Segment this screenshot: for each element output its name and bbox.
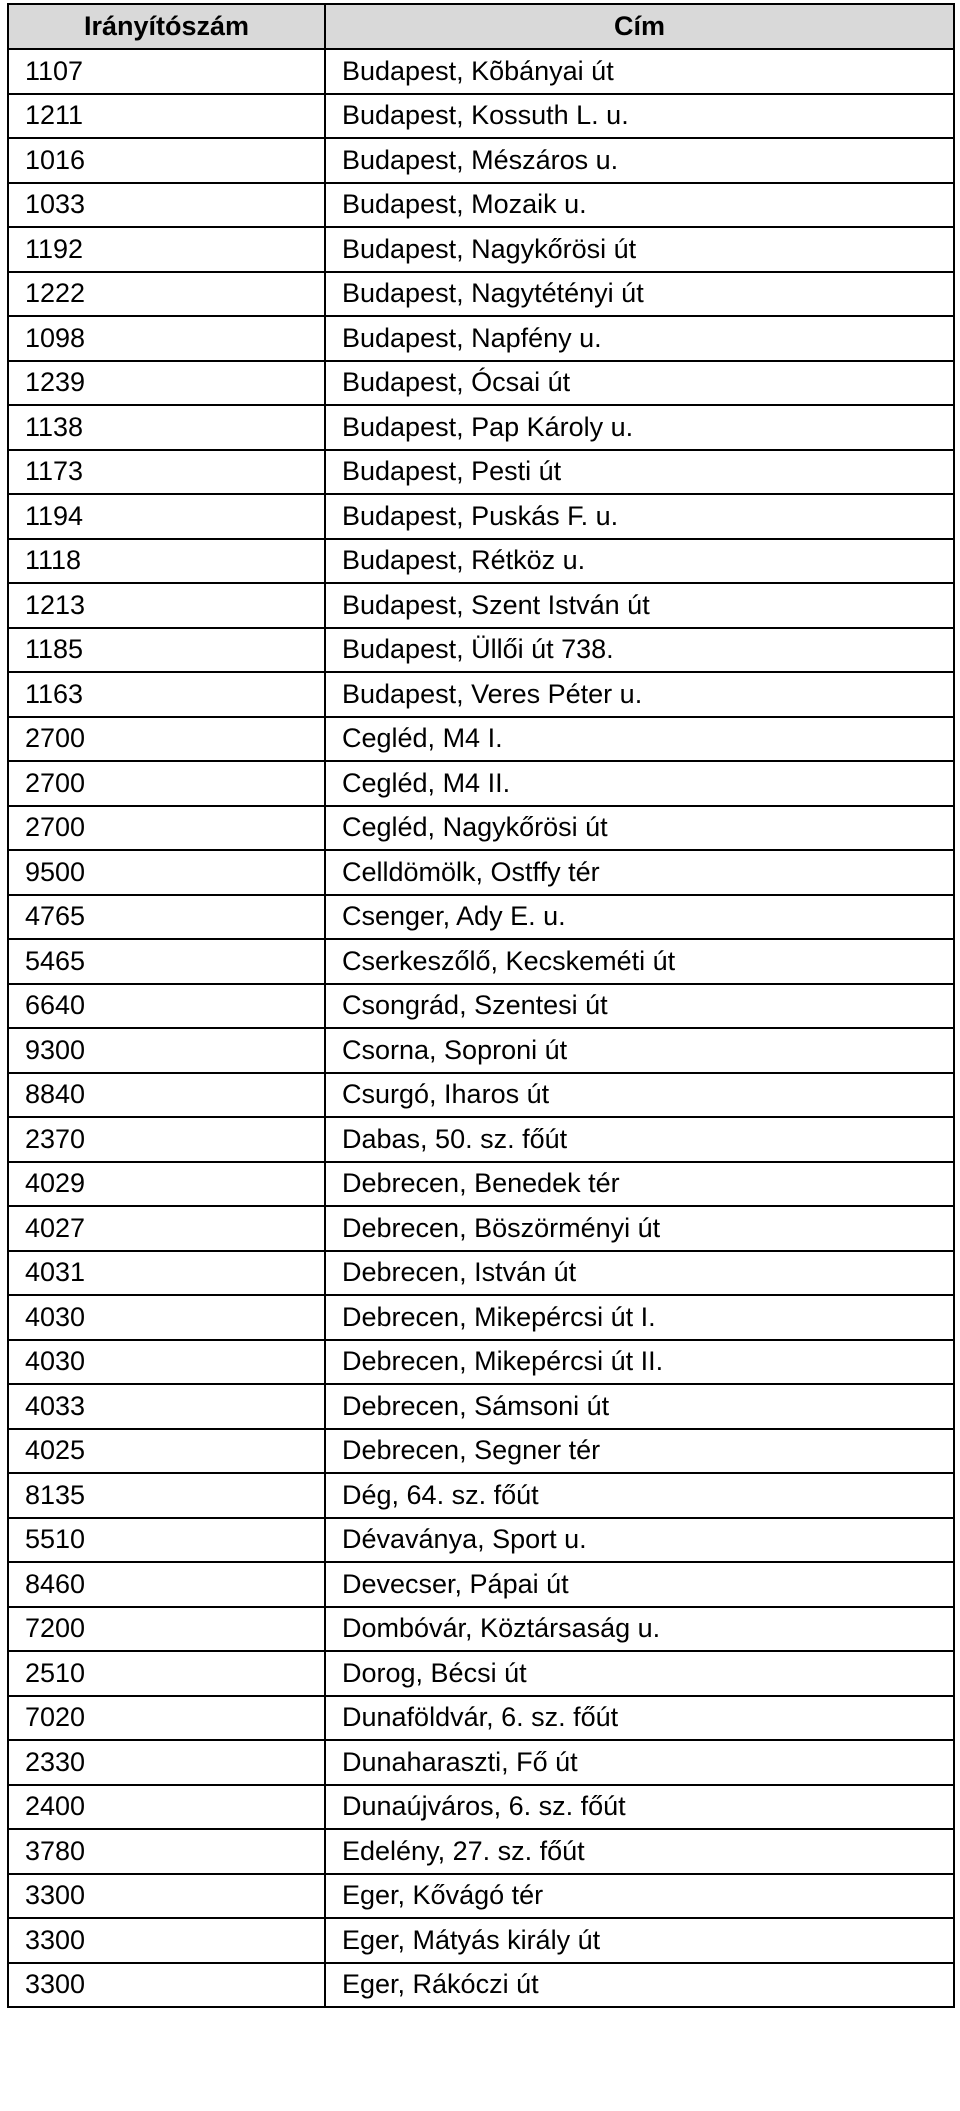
postal-code-cell: 1192 (8, 227, 325, 272)
table-row (8, 1963, 954, 2008)
postal-code-cell: 1138 (8, 405, 325, 450)
table-row (8, 672, 954, 717)
table-row (8, 1340, 954, 1385)
table-row (8, 1696, 954, 1741)
postal-code-cell: 4033 (8, 1384, 325, 1429)
postal-code-cell: 3300 (8, 1963, 325, 2008)
address-cell: Budapest, Mozaik u. (325, 183, 954, 228)
postal-code-cell: 4025 (8, 1429, 325, 1474)
postal-code-cell: 8840 (8, 1073, 325, 1118)
table-row (8, 761, 954, 806)
table-row (8, 1117, 954, 1162)
postal-code-cell: 8460 (8, 1562, 325, 1607)
postal-code-cell: 1211 (8, 94, 325, 139)
address-cell: Debrecen, Benedek tér (325, 1162, 954, 1207)
postal-code-cell: 5510 (8, 1518, 325, 1563)
postal-code-cell: 5465 (8, 939, 325, 984)
postal-code-cell: 1098 (8, 316, 325, 361)
postal-code-cell: 4029 (8, 1162, 325, 1207)
table-row (8, 1251, 954, 1296)
table-row (8, 1518, 954, 1563)
table-row (8, 1785, 954, 1830)
table-row (8, 1918, 954, 1963)
table-row (8, 1162, 954, 1207)
address-cell: Budapest, Ócsai út (325, 361, 954, 406)
postal-code-cell: 7200 (8, 1607, 325, 1652)
table-row (8, 1295, 954, 1340)
column-header-postal-code: Irányítószám (8, 4, 325, 49)
table-row (8, 494, 954, 539)
table-row (8, 850, 954, 895)
postal-code-cell: 4030 (8, 1295, 325, 1340)
address-cell: Cserkeszőlő, Kecskeméti út (325, 939, 954, 984)
address-cell: Budapest, Rétköz u. (325, 539, 954, 584)
postal-code-cell: 7020 (8, 1696, 325, 1741)
address-cell: Eger, Kővágó tér (325, 1874, 954, 1919)
table-row (8, 405, 954, 450)
table-row (8, 1206, 954, 1251)
table-row (8, 94, 954, 139)
postal-code-cell: 6640 (8, 984, 325, 1029)
address-cell: Dunaharaszti, Fő út (325, 1740, 954, 1785)
table-row (8, 1073, 954, 1118)
address-cell: Dunaújváros, 6. sz. főút (325, 1785, 954, 1830)
postal-code-cell: 1239 (8, 361, 325, 406)
address-cell: Cegléd, M4 II. (325, 761, 954, 806)
table-row (8, 1607, 954, 1652)
table-row (8, 539, 954, 584)
table-row (8, 183, 954, 228)
table-row (8, 49, 954, 94)
table-row (8, 227, 954, 272)
table-header-row (8, 4, 954, 49)
address-cell: Dég, 64. sz. főút (325, 1473, 954, 1518)
table-row (8, 717, 954, 762)
table-row (8, 895, 954, 940)
postal-code-cell: 2700 (8, 761, 325, 806)
address-cell: Budapest, Pap Károly u. (325, 405, 954, 450)
address-cell: Budapest, Puskás F. u. (325, 494, 954, 539)
table-row (8, 1384, 954, 1429)
address-cell: Eger, Rákóczi út (325, 1963, 954, 2008)
postal-code-cell: 4031 (8, 1251, 325, 1296)
postal-code-cell: 1173 (8, 450, 325, 495)
table-row (8, 583, 954, 628)
postal-code-cell: 1194 (8, 494, 325, 539)
address-cell: Dévaványa, Sport u. (325, 1518, 954, 1563)
address-cell: Budapest, Napfény u. (325, 316, 954, 361)
address-cell: Csenger, Ady E. u. (325, 895, 954, 940)
postal-code-cell: 9500 (8, 850, 325, 895)
table-row (8, 1829, 954, 1874)
address-cell: Csongrád, Szentesi út (325, 984, 954, 1029)
postal-code-cell: 2370 (8, 1117, 325, 1162)
table-row (8, 361, 954, 406)
address-cell: Devecser, Pápai út (325, 1562, 954, 1607)
address-cell: Debrecen, Mikepércsi út I. (325, 1295, 954, 1340)
table-row (8, 628, 954, 673)
table-row (8, 316, 954, 361)
address-cell: Budapest, Kõbányai út (325, 49, 954, 94)
postal-code-cell: 2510 (8, 1651, 325, 1696)
address-cell: Eger, Mátyás király út (325, 1918, 954, 1963)
table-row (8, 450, 954, 495)
address-cell: Debrecen, Mikepércsi út II. (325, 1340, 954, 1385)
table-row (8, 1740, 954, 1785)
address-cell: Cegléd, M4 I. (325, 717, 954, 762)
table-body (8, 49, 954, 2007)
column-header-address: Cím (325, 4, 954, 49)
table-row (8, 939, 954, 984)
address-cell: Dorog, Bécsi út (325, 1651, 954, 1696)
postal-code-cell: 2700 (8, 717, 325, 762)
postal-code-cell: 2400 (8, 1785, 325, 1830)
address-cell: Budapest, Kossuth L. u. (325, 94, 954, 139)
postal-code-cell: 1222 (8, 272, 325, 317)
postal-code-cell: 3300 (8, 1918, 325, 1963)
address-cell: Budapest, Nagykőrösi út (325, 227, 954, 272)
table-row (8, 984, 954, 1029)
address-cell: Dunaföldvár, 6. sz. főút (325, 1696, 954, 1741)
table-row (8, 1028, 954, 1073)
postal-code-cell: 1163 (8, 672, 325, 717)
postal-code-cell: 2700 (8, 806, 325, 851)
postal-code-cell: 9300 (8, 1028, 325, 1073)
address-cell: Csorna, Soproni út (325, 1028, 954, 1073)
table-row (8, 1429, 954, 1474)
address-cell: Debrecen, Segner tér (325, 1429, 954, 1474)
postal-code-cell: 1033 (8, 183, 325, 228)
address-table-container (7, 3, 953, 2008)
address-cell: Budapest, Üllői út 738. (325, 628, 954, 673)
address-cell: Debrecen, Böszörményi út (325, 1206, 954, 1251)
address-cell: Dabas, 50. sz. főút (325, 1117, 954, 1162)
table-row (8, 1562, 954, 1607)
address-cell: Edelény, 27. sz. főút (325, 1829, 954, 1874)
postal-code-cell: 1185 (8, 628, 325, 673)
postal-code-cell: 4030 (8, 1340, 325, 1385)
table-row (8, 272, 954, 317)
address-cell: Celldömölk, Ostffy tér (325, 850, 954, 895)
address-table (7, 3, 955, 2008)
table-row (8, 1651, 954, 1696)
postal-code-cell: 4027 (8, 1206, 325, 1251)
postal-code-cell: 8135 (8, 1473, 325, 1518)
table-row (8, 138, 954, 183)
table-row (8, 1874, 954, 1919)
postal-code-cell: 1213 (8, 583, 325, 628)
postal-code-cell: 1016 (8, 138, 325, 183)
address-cell: Budapest, Nagytétényi út (325, 272, 954, 317)
postal-code-cell: 3300 (8, 1874, 325, 1919)
address-cell: Budapest, Pesti út (325, 450, 954, 495)
address-cell: Csurgó, Iharos út (325, 1073, 954, 1118)
table-row (8, 1473, 954, 1518)
address-cell: Debrecen, István út (325, 1251, 954, 1296)
postal-code-cell: 1118 (8, 539, 325, 584)
address-cell: Debrecen, Sámsoni út (325, 1384, 954, 1429)
table-row (8, 806, 954, 851)
postal-code-cell: 2330 (8, 1740, 325, 1785)
address-cell: Cegléd, Nagykőrösi út (325, 806, 954, 851)
postal-code-cell: 4765 (8, 895, 325, 940)
address-cell: Budapest, Szent István út (325, 583, 954, 628)
postal-code-cell: 3780 (8, 1829, 325, 1874)
address-cell: Budapest, Veres Péter u. (325, 672, 954, 717)
postal-code-cell: 1107 (8, 49, 325, 94)
address-cell: Budapest, Mészáros u. (325, 138, 954, 183)
address-cell: Dombóvár, Köztársaság u. (325, 1607, 954, 1652)
